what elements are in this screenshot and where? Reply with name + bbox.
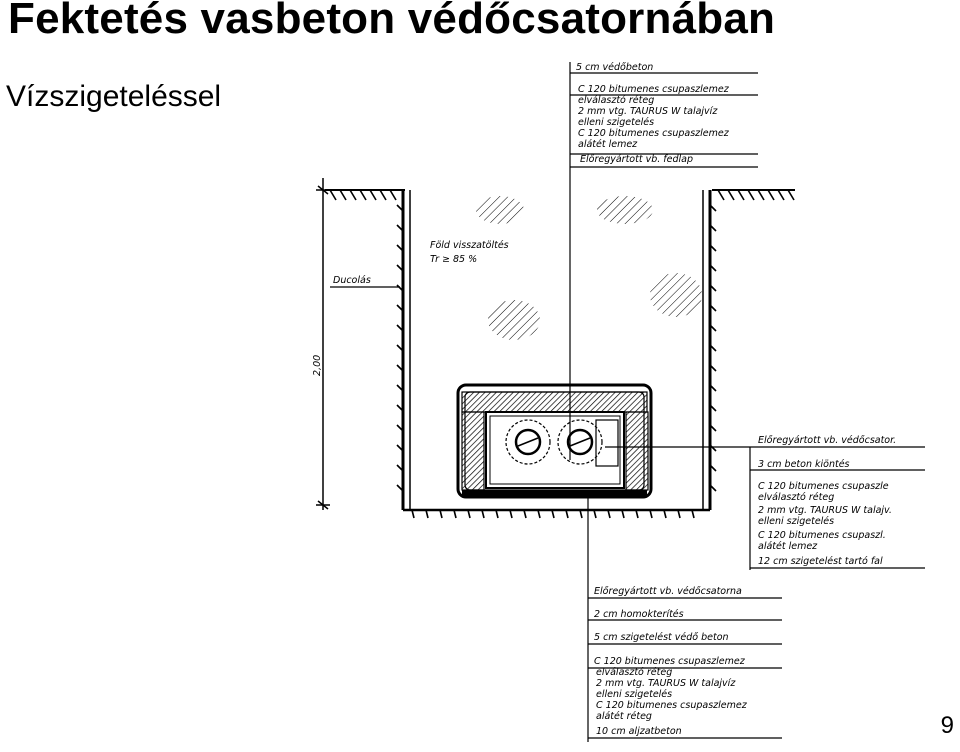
- left-wall: [462, 412, 484, 490]
- fill-label-line-1: Föld visszatöltés: [430, 240, 509, 251]
- bottom-callout-line: elleni szigetelés: [596, 689, 673, 700]
- bottom-callout-line: 2 mm vtg. TAURUS W talajvíz: [596, 678, 736, 689]
- fill-label-line-2: Tr ≥ 85 %: [430, 254, 478, 265]
- right-callout-line: 2 mm vtg. TAURUS W talajv.: [758, 505, 892, 516]
- cover-slab: [462, 392, 647, 412]
- bottom-callout-line: C 120 bitumenes csupaszlemez: [594, 656, 745, 667]
- depth-dimension: [316, 178, 330, 510]
- shoring-label: Ducolás: [333, 275, 371, 286]
- top-callout-line: C 120 bitumenes csupaszlemez: [578, 84, 729, 95]
- trench-bottom: [403, 510, 710, 518]
- top-callout-line: elleni szigetelés: [578, 117, 655, 128]
- right-callout-line: alátét lemez: [758, 541, 818, 552]
- bottom-callout-line: elválasztó réteg: [596, 667, 673, 678]
- top-callout-line: 5 cm védőbeton: [576, 62, 654, 73]
- depth-dimension-label: 2,00: [312, 354, 323, 376]
- right-callout-line: C 120 bitumenes csupaszle: [758, 481, 889, 492]
- top-callout-line: Előregyártott vb. fedlap: [580, 154, 693, 165]
- right-callout: [605, 435, 925, 570]
- page-number: 9: [940, 712, 954, 739]
- right-callout-line: 12 cm szigetelést tartó fal: [758, 556, 883, 567]
- right-callout-line: 3 cm beton kiöntés: [758, 459, 850, 470]
- right-callout-line: C 120 bitumenes csupaszl.: [758, 530, 886, 541]
- ground-surface: [325, 190, 795, 200]
- bottom-callout-line: 10 cm aljzatbeton: [596, 726, 682, 737]
- bottom-callout-line: alátét réteg: [596, 711, 652, 722]
- bottom-callout-line: 5 cm szigetelést védő beton: [594, 632, 729, 643]
- bottom-callout: [588, 498, 782, 742]
- page-title: Fektetés vasbeton védőcsatornában: [8, 0, 776, 43]
- right-wall: [626, 412, 648, 490]
- page-subtitle: Vízszigeteléssel: [6, 80, 222, 113]
- bottom-callout-line: 2 cm homokterítés: [594, 609, 684, 620]
- right-callout-line: elválasztó réteg: [758, 492, 835, 503]
- top-callout-line: 2 mm vtg. TAURUS W talajvíz: [578, 106, 718, 117]
- bottom-callout-line: C 120 bitumenes csupaszlemez: [596, 700, 747, 711]
- top-callout-line: elválasztó réteg: [578, 95, 655, 106]
- top-callout-line: alátét lemez: [578, 139, 638, 150]
- backfill-soil-patches: [476, 196, 702, 340]
- protective-channel: [458, 385, 651, 497]
- bottom-callout-line: Előregyártott vb. védőcsatorna: [594, 586, 742, 597]
- right-callout-line: Előregyártott vb. védőcsator.: [758, 435, 897, 446]
- top-callout-line: C 120 bitumenes csupaszlemez: [578, 128, 729, 139]
- right-callout-line: elleni szigetelés: [758, 516, 835, 527]
